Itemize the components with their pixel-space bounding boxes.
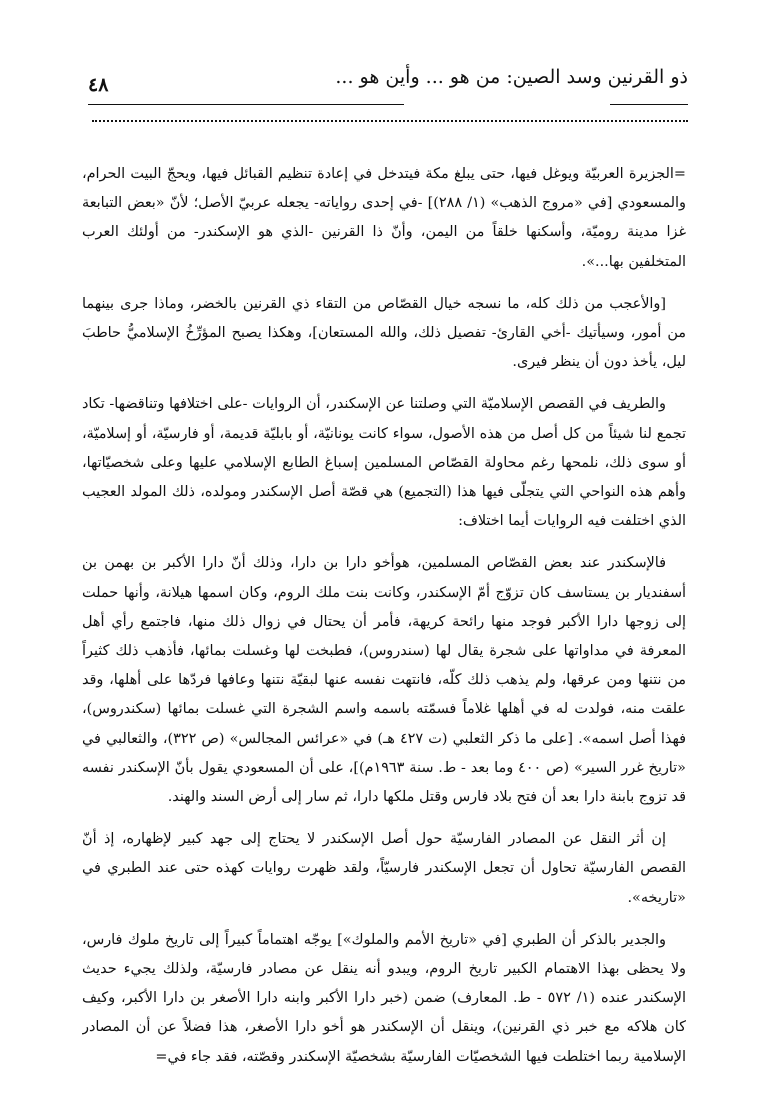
header-rule-short	[610, 104, 688, 105]
paragraph-3: والطريف في القصص الإسلاميّة التي وصلتنا عن الإسكندر، أن الروايات -على اختلافها وتناقضها- تكاد تجمع لنا شيئاً من كل أصل من هذه الأصول، سواء كانت يونانيّة، أو بابليّة قديمة، أو فارسيّة، أو إسلاميّة، أو سوى ذلك، نلمحها رغم محاولة القصّاص المسلمين إسباغ الطابع الإسلامي عليها وعلى شخصيّاتها، وأهم هذه النواحي التي يتجلّى فيها هذا (التجميع) هي قصّة أصل الإسكندر ومولده، ذلك المولد العجيب الذي اختلفت فيه الروايات أيما اختلاف:	[82, 396, 686, 530]
paragraph-4: فالإسكندر عند بعض القصّاص المسلمين، هوأخو دارا بن دارا، وذلك أنّ دارا الأكبر بن بهمن بن أسفنديار بن يستاسف كان تزوّج أمّ الإسكندر، وكانت بنت ملك الروم، وكان اسمها هيلانة، وأنها حملت إلى زوجها دارا الأكبر فوجد منها رائحة كريهة، فأمر أن يحتال في زوال ذلك منها، فاجتمع رأي أهل المعرفة في مداواتها على شجرة يقال لها (سندروس)، فطبخت لها وغسلت بمائها، فأذهب ذلك كثيراً من نتنها ومن عرقها، ولم يذهب ذلك كلّه، فانتهت نفسه عنها لبقيّة نتنها وعافها فردّها على أهلها، وقد علقت منه، فولدت له في أهلها غلاماً فسمّته باسمه واسم الشجرة التي غسلت بمائها (سكندروس)، فهذا أصل اسمه». [على ما ذكر الثعلبي (ت ٤٢٧ هـ) في «عرائس المجالس» (ص ٣٢٢)، والثعالبي في «تاريخ غرر السير» (ص ٤٠٠ وما بعد - ط. سنة ١٩٦٣م)]، على أن المسعودي يقول بأنّ الإسكندر نفسه قد تزوج بابنة دارا بعد أن فتح بلاد فارس وقتل ملكها دارا، ثم سار إلى أرض السند والهند.	[82, 555, 686, 806]
body-text	[82, 160, 686, 1090]
running-head	[88, 64, 688, 104]
paragraph-2: [والأعجب من ذلك كله، ما نسجه خيال القصّاص من التقاء ذي القرنين بالخضر، وماذا جرى بينهما من أمور، وسيأتيك -أخي القارئ- تفصيل ذلك، والله المستعان]، وهكذا يصبح المؤرِّخُ الإسلاميُّ حاطبَ ليل، يأخذ دون أن ينظر فيرى.	[82, 295, 686, 371]
dotted-separator	[92, 120, 688, 122]
page-number: ٤٨	[88, 74, 109, 96]
header-rule	[88, 104, 404, 105]
paragraph-1: =الجزيرة العربيّة ويوغل فيها، حتى يبلغ مكة فيتدخل في إعادة تنظيم القبائل فيها، ويحجّ البيت الحرام، والمسعودي [في «مروج الذهب» (١/ ٢٨٨)] -في إحدى رواياته- يجعله عربيّ الأصل؛ لأنّ «بعض التبابعة غزا مدينة روميّة، وأسكنها خلقاً من اليمن، وأنّ ذا القرنين -الذي هو الإسكندر- من أولئك العرب المتخلفين بها...».	[82, 166, 686, 270]
running-title: ذو القرنين وسد الصين: من هو ... وأين هو ...	[335, 66, 688, 88]
paragraph-5: إن أثر النقل عن المصادر الفارسيّة حول أصل الإسكندر لا يحتاج إلى جهد كبير لإظهاره، إذ أنّ القصص الفارسيّة تحاول أن تجعل الإسكندر فارسيّاً، ولقد ظهرت روايات كهذه حتى عند الطبري في «تاريخه».	[82, 831, 686, 906]
paragraph-6: والجدير بالذكر أن الطبري [في «تاريخ الأمم والملوك»] يوجّه اهتماماً كبيراً إلى تاريخ ملوك فارس، ولا يحظى بهذا الاهتمام الكبير تاريخ الروم، ويبدو أنه ينقل عن مصادر فارسيّة، ولذلك يجيء حديث الإسكندر عنده (١/ ٥٧٢ - ط. المعارف) ضمن (خبر دارا الأكبر وابنه دارا الأصغر بن دارا الأكبر، وكيف كان هلاكه مع خبر ذي القرنين)، وينقل أن الإسكندر هو أخو دارا الأصغر، هذا فضلاً عن أن المصادر الإسلامية ربما اختلطت فيها الشخصيّات الفارسيّة بشخصيّة الإسكندر وقصّته، فقد جاء في=	[82, 931, 686, 1065]
